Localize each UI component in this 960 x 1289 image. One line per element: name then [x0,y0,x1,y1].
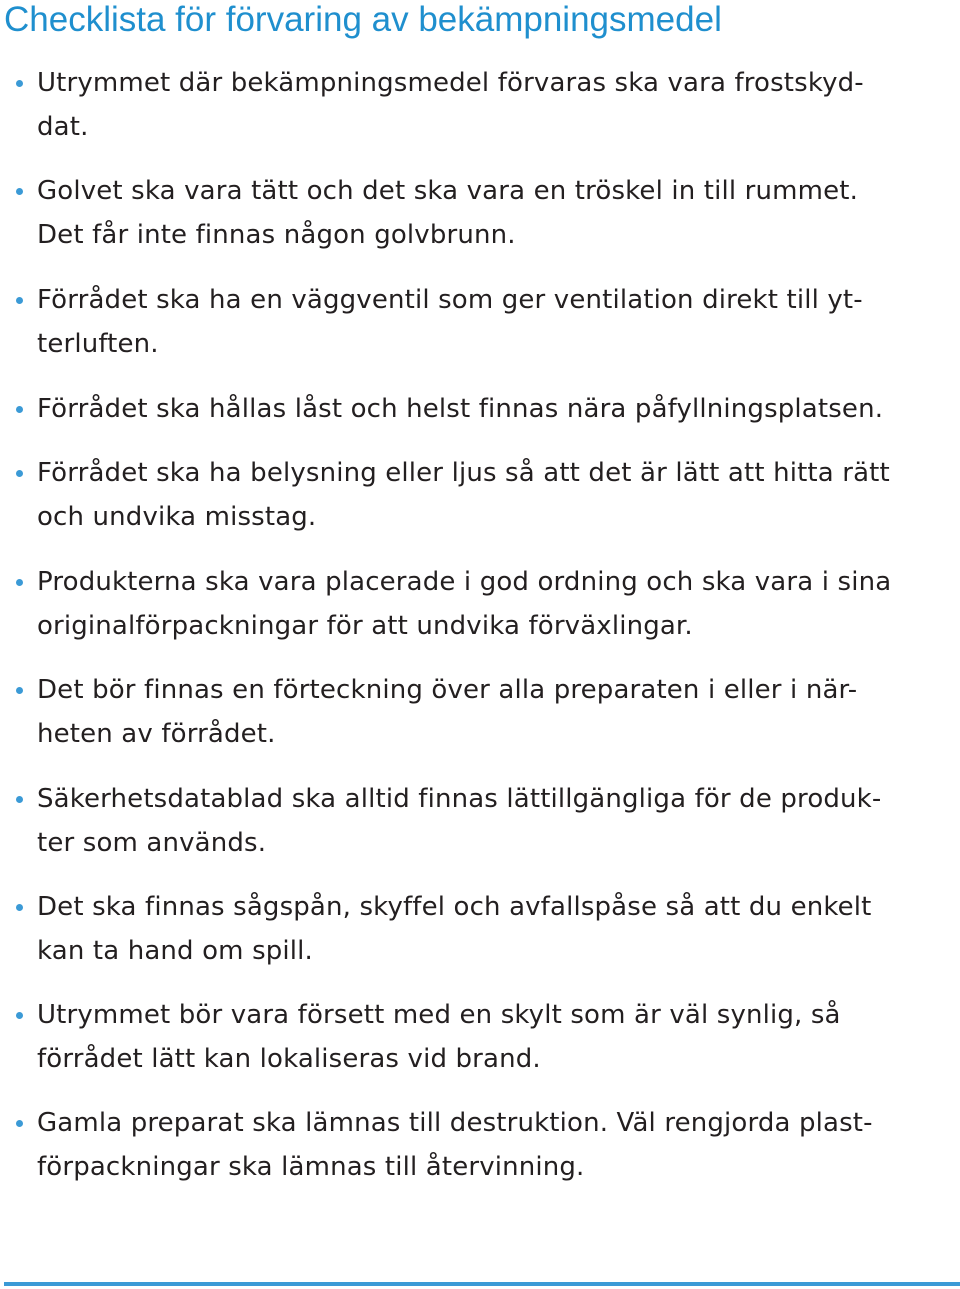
bullet-icon [16,406,23,413]
item-text-line: förrådet lätt kan lokaliseras vid brand. [37,1044,541,1074]
list-item [0,562,960,662]
list-item [0,1103,960,1203]
bullet-icon [16,904,23,911]
page-title: Checklista för förvaring av bekämpningsmedel [4,0,722,39]
item-text-line: Det får inte finnas någon golvbrunn. [37,220,516,250]
list-item [0,779,960,879]
bullet-icon [16,1012,23,1019]
bullet-icon [16,470,23,477]
bullet-icon [16,687,23,694]
item-text-line: Utrymmet bör vara försett med en skylt som är väl synlig, så [37,1000,841,1030]
item-text-line: kan ta hand om spill. [37,936,313,966]
footer-divider [4,1282,960,1286]
item-text-line: ter som används. [37,828,267,858]
item-text-line: Förrådet ska ha en väggventil som ger ventilation direkt till yt- [37,285,863,315]
bullet-icon [16,579,23,586]
item-text-line: heten av förrådet. [37,719,276,749]
item-text-line: Produkterna ska vara placerade i god ordning och ska vara i sina [37,567,892,597]
list-item [0,887,960,987]
item-text-line: Förrådet ska ha belysning eller ljus så att det är lätt att hitta rätt [37,458,890,488]
bullet-icon [16,297,23,304]
list-item [0,280,960,380]
item-text-line: Förrådet ska hållas låst och helst finnas nära påfyllningsplatsen. [37,394,884,424]
item-text-line: Utrymmet där bekämpningsmedel förvaras ska vara frostskyd- [37,68,864,98]
list-item [0,171,960,271]
list-item [0,995,960,1095]
item-text-line: och undvika misstag. [37,502,317,532]
bullet-icon [16,796,23,803]
list-item [0,63,960,163]
list-item [0,453,960,553]
item-text-line: Säkerhetsdatablad ska alltid finnas lättillgängliga för de produk- [37,784,882,814]
bullet-icon [16,80,23,87]
item-text-line: förpackningar ska lämnas till återvinning. [37,1152,585,1182]
bullet-icon [16,188,23,195]
bullet-icon [16,1120,23,1127]
item-text-line: dat. [37,112,89,142]
item-text-line: terluften. [37,329,159,359]
item-text-line: Golvet ska vara tätt och det ska vara en tröskel in till rummet. [37,176,858,206]
item-text-line: Det bör finnas en förteckning över alla preparaten i eller i när- [37,675,858,705]
item-text-line: originalförpackningar för att undvika förväxlingar. [37,611,693,641]
item-text-line: Gamla preparat ska lämnas till destruktion. Väl rengjorda plast- [37,1108,873,1138]
item-text-line: Det ska finnas sågspån, skyffel och avfallspåse så att du enkelt [37,892,872,922]
list-item [0,670,960,770]
